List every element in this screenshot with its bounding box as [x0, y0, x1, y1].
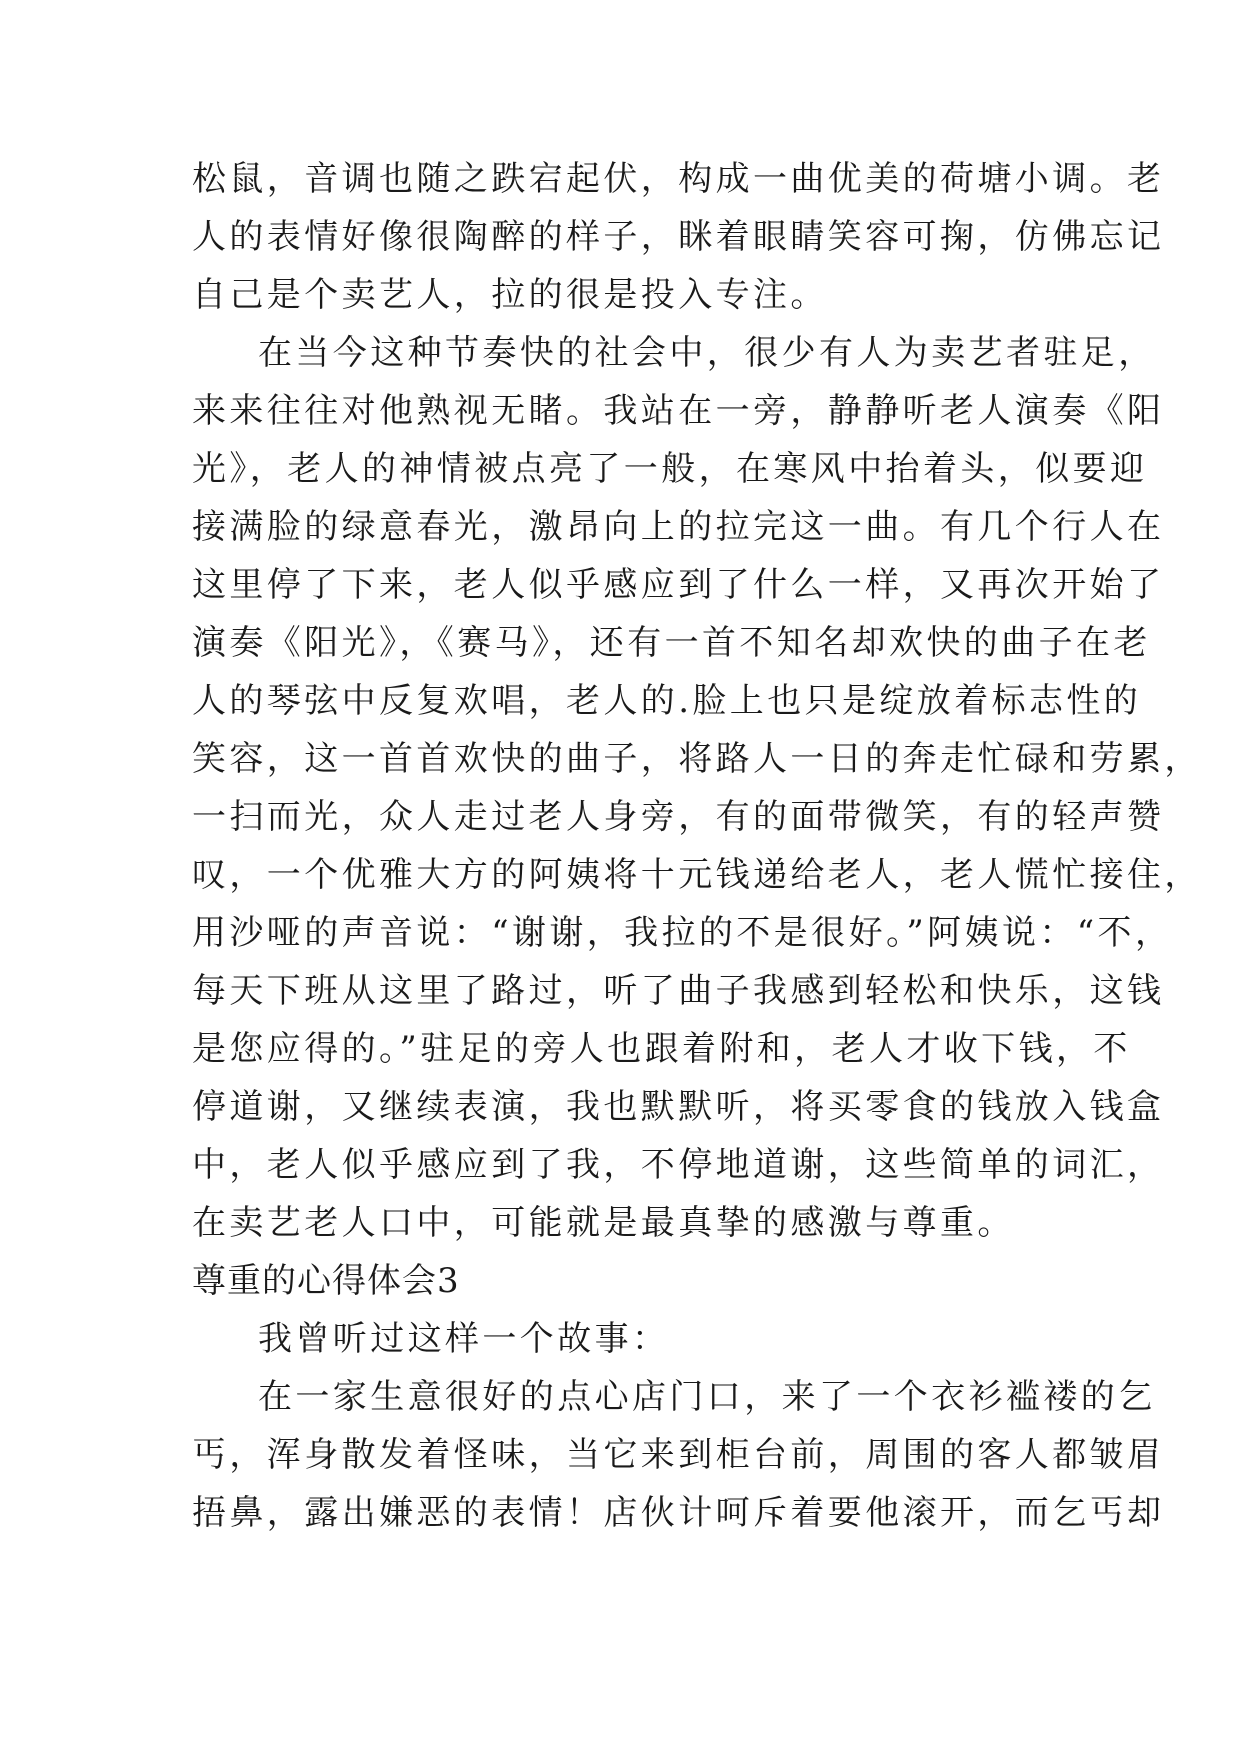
text-line: 捂鼻，露出嫌恶的表情！店伙计呵斥着要他滚开，而乞丐却 [192, 1493, 1165, 1533]
paragraph-first-line: 我曾听过这样一个故事： [258, 1319, 670, 1359]
text-line: 自己是个卖艺人，拉的很是投入专注。 [192, 275, 828, 315]
text-line: 笑容，这一首首欢快的曲子，将路人一日的奔走忙碌和劳累， [192, 739, 1202, 779]
text-line: 停道谢，又继续表演，我也默默听，将买零食的钱放入钱盒 [192, 1087, 1165, 1127]
text-line: 演奏《阳光》，《赛马》，还有一首不知名却欢快的曲子在老 [192, 623, 1151, 663]
text-line: 人的表情好像很陶醉的样子，眯着眼睛笑容可掬，仿佛忘记 [192, 217, 1165, 257]
paragraph-first-line: 在当今这种节奏快的社会中，很少有人为卖艺者驻足， [258, 333, 1156, 373]
text-line: 接满脸的绿意春光，激昂向上的拉完这一曲。有几个行人在 [192, 507, 1165, 547]
paragraph-first-line: 在一家生意很好的点心店门口，来了一个衣衫褴褛的乞 [258, 1377, 1156, 1417]
text-line: 丐，浑身散发着怪味，当它来到柜台前，周围的客人都皱眉 [192, 1435, 1165, 1475]
text-line: 松鼠，音调也随之跌宕起伏，构成一曲优美的荷塘小调。老 [192, 159, 1165, 199]
text-line: 人的琴弦中反复欢唱，老人的.脸上也只是绽放着标志性的 [192, 681, 1142, 721]
text-line: 这里停了下来，老人似乎感应到了什么一样，又再次开始了 [192, 565, 1165, 605]
text-line: 是您应得的。”驻足的旁人也跟着附和，老人才收下钱，不 [192, 1029, 1131, 1069]
text-line: 叹，一个优雅大方的阿姨将十元钱递给老人，老人慌忙接住， [192, 855, 1202, 895]
text-line: 中，老人似乎感应到了我，不停地道谢，这些简单的词汇， [192, 1145, 1165, 1185]
text-line: 用沙哑的声音说：“谢谢，我拉的不是很好。”阿姨说：“不， [192, 913, 1173, 953]
document-body [192, 150, 1202, 1542]
text-line: 在卖艺老人口中，可能就是最真挚的感激与尊重。 [192, 1203, 1015, 1243]
section-heading: 尊重的心得体会3 [192, 1261, 460, 1301]
text-line: 一扫而光，众人走过老人身旁，有的面带微笑，有的轻声赞 [192, 797, 1165, 837]
text-line: 每天下班从这里了路过，听了曲子我感到轻松和快乐，这钱 [192, 971, 1165, 1011]
text-line: 来来往往对他熟视无睹。我站在一旁，静静听老人演奏《阳 [192, 391, 1165, 431]
text-line: 光》，老人的神情被点亮了一般，在寒风中抬着头，似要迎 [192, 449, 1148, 489]
